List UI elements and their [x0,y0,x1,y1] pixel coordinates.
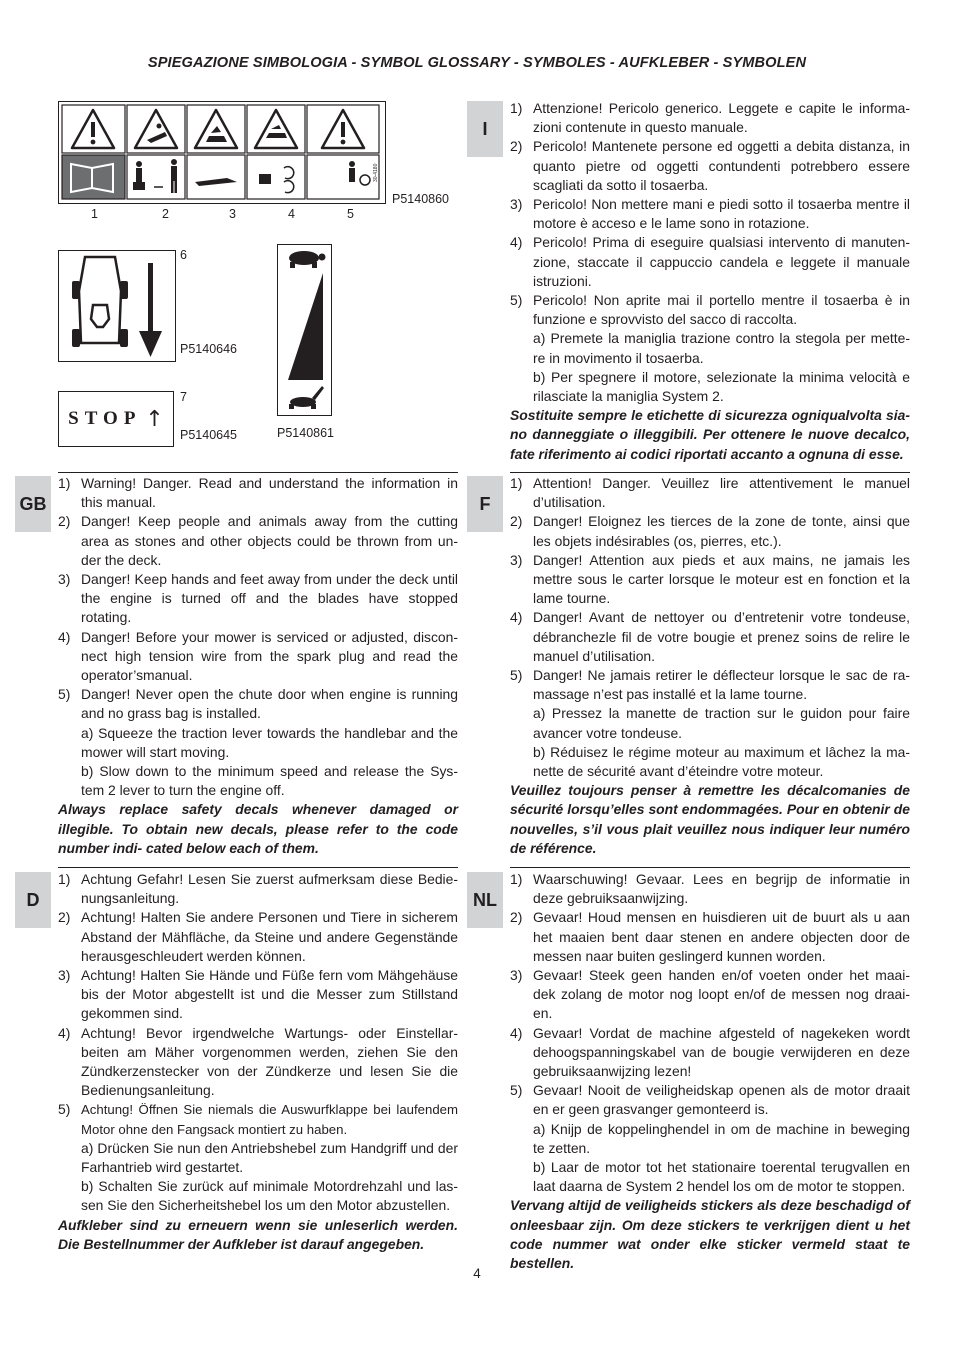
divider [510,867,910,868]
sub-item: a) Premete la maniglia trazione contro la stegola per mette- re in movimento il tosaerba. [533,330,910,366]
strip-code: P5140860 [392,192,450,206]
language-tag-f: F [467,476,503,532]
sub-item: b) Per spegnere il motore, selezionate la minima velocità e rilasciate la maniglia System 2. [533,368,910,405]
list-item: 2) Danger! Keep people and animals away from the cutting area as stones and other objects could be thrown from un- der the deck. [58,513,458,568]
list-item: 4) Danger! Before your mower is serviced or adjusted, discon- nect high tension wire from the spark plug and read the operator’smanual. [58,628,458,684]
list-item: 2) Pericolo! Mantenete persone ed oggetti a debita distanza, in quanto pietre od oggetti contundenti potrebbero essere scagliati da sotto il tosaerba. [510,138,910,193]
sub-item: a) Drücken Sie nun den Antriebshebel zum Handgriff und der Farhantrieb wird gestartet. [81,1139,458,1176]
section-french [510,474,910,858]
speed-icons [278,245,330,414]
speed-decal [277,244,332,416]
stop-label: STOP [68,408,142,429]
list-item: 1) Achtung Gefahr! Lesen Sie zuerst aufmerksam diese Bedie- nungsanleitung. [58,871,458,907]
divider [510,472,910,473]
strip-number-5: 5 [347,207,354,221]
list-item: 4) Pericolo! Prima di eseguire qualsiasi intervento di manuten- zione, staccate il cappuccio candela e leggete il manuale istruzioni. [510,234,910,289]
divider [58,867,458,868]
sub-item: b) Laar de motor tot het stationaire toerental terugvallen en laat daarna de System 2 hendel los om de motor te stoppen. [533,1159,910,1195]
language-tag-nl: NL [467,872,503,928]
sub-item: b) Slow down to the minimum speed and release the Sys- tem 2 lever to turn the engine off. [81,763,458,799]
list-item: 3) Danger! Attention aux pieds et aux mains, ne jamais les mettre sous le carter lorsque le moteur est en fonction et la lame tourne. [510,551,910,607]
strip-number-4: 4 [288,207,295,221]
safety-note: Vervang altijd de veiligheids stickers als deze beschadigd of onleesbaar zijn. Om deze stickers te verkrijgen dient u het code nummer wat onder elke sticker vermeld staat te bestellen. [510,1197,910,1272]
strip-number-2: 2 [162,207,169,221]
safety-note: Aufkleber sind zu erneuern wenn sie unleserlich werden. Die Bestellnummer der Aufkleber ist darauf angegeben. [58,1216,458,1252]
section-dutch [510,870,910,1273]
list-item: 2) Danger! Eloignez les tierces de la zone de tonte, ainsi que les objets indésirables (os, pierres, etc.). [510,513,910,549]
divider [58,472,458,473]
stop-decal [58,391,174,447]
list-item: 5) Pericolo! Non aprite mai il portello mentre il tosaerba è in funzione e sprovvisto del sacco di raccolta. [510,292,910,328]
fig6-code: P5140646 [180,342,238,356]
strip-number-1: 1 [91,207,98,221]
list-item: 1) Waarschuwing! Gevaar. Lees en begrijp de informatie in deze gebruiksaanwijzing. [510,871,910,907]
section-german [58,870,458,1254]
page-title: SPIEGAZIONE SIMBOLOGIA - SYMBOL GLOSSARY - SYMBOLES - AUFKLEBER - SYMBOLEN [147,55,807,71]
list-item: 3) Achtung! Halten Sie Hände und Füße fern vom Mähgehäuse bis der Motor abgestellt ist und die Messer zum Stillstand gekommen sind. [58,967,458,1022]
list-item: 3) Danger! Keep hands and feet away from under the deck until the engine is turned off and the blades have stopped rotating. [58,571,458,626]
list-item: 2) Gevaar! Houd mensen en huisdieren uit de buurt als u aan het maaien bent daar stenen en andere objecten door de messen naar buiten geslingerd kunnen worden. [510,909,910,964]
sub-item: a) Knijp de koppelinghendel in om de machine in beweging te zetten. [533,1120,910,1156]
list-item: 4) Gevaar! Vordat de machine afgesteld of nagekeken wordt dehoogspanningskabel van de bougie verwijderen en deze gebruiksaanwijzing lezen! [510,1024,910,1080]
list-item: 5) Danger! Ne jamais retirer le déflecteur lorsque le sac de ra- massage n’est pas installé et la lame tourne. [510,667,910,703]
list-item: 1) Attention! Danger. Veuillez lire attentivement le manuel d’utilisation. [510,475,910,511]
list-item: 4) Danger! Avant de nettoyer ou d’entretenir votre tondeuse, débranchezle fil de votre bougie et prenez soins de relire le manuel d’utilisation. [510,609,910,664]
language-tag-i: I [467,101,503,157]
safety-note: Sostituite sempre le etichette di sicurezza ogniqualvolta sia- no danneggiate o illeggibili. Per ottenere le nuove decalco, fate riferimento ai codici riportati accanto a ognuna di esse. [510,407,910,462]
fig6-number: 6 [180,248,187,262]
fig7-number: 7 [180,390,187,404]
list-item: 5) Gevaar! Nooit de veiligheidskap openen als de motor draait en er geen grasvanger gemonteerd is. [510,1082,910,1118]
decal-strip-icons [59,102,384,202]
safety-note: Always replace safety decals whenever damaged or illegible. To obtain new decals, please refer to the code number indi- cated below each of them. [58,801,458,856]
sub-item: a) Squeeze the traction lever towards the handlebar and the mower will start moving. [81,724,458,760]
section-english [58,474,458,858]
speed-wedge [288,273,323,380]
speed-code: P5140861 [277,426,335,440]
list-item: 3) Gevaar! Steek geen handen en/of voeten onder het maai- dek zolang de motor nog loopt en/of de messen nog draai- en. [510,967,910,1022]
list-item: 5) Danger! Never open the chute door when engine is running and no grass bag is installed. [58,686,458,722]
strip-number-3: 3 [229,207,236,221]
list-item: 4) Achtung! Bevor irgendwelche Wartungs- oder Einstellar- beiten am Mäher vorgenommen werden, ziehen Sie den Zündkerzenstecker von der Zündkerze und lesen Sie die Bedienungsanleitung. [58,1024,458,1099]
page-number: 4 [473,1266,481,1281]
strip-small-code: 30-4180 [373,163,379,182]
safety-note: Veuillez toujours penser à remettre les décalcomanies de sécurité lorsqu’elles sont endommagées. Pour en obtenir de nouvelles, s’il vous plait veuillez nous indiquer leur numéro de référence. [510,782,910,856]
list-item: 3) Pericolo! Non mettere mani e piedi sotto il tosaerba mentre il motore è acceso e le lame sono in rotazione. [510,196,910,232]
list-item: 1) Attenzione! Pericolo generico. Leggete e capite le informa- zioni contenute in questo manuale. [510,100,910,136]
sub-item: a) Pressez la manette de traction sur le guidon pour faire avancer votre tondeuse. [533,705,910,741]
language-tag-gb: GB [15,476,51,532]
sub-item: b) Schalten Sie zurück auf minimale Motordrehzahl und las- sen Sie den Sicherheitshebel los um den Motor abzustellen. [81,1178,458,1214]
sub-item: b) Réduisez le régime moteur au maximum et lâchez la ma- nette de sécurité avant d’éteindre votre moteur. [533,743,910,780]
mower-direction-decal [58,250,176,362]
list-item: 2) Achtung! Halten Sie andere Personen und Tiere in sicherem Abstand der Mähfläche, da Steine und andere Gegenstände herausgeschleudert werden können. [58,909,458,964]
language-tag-d: D [15,872,51,928]
up-arrow-icon: ↑ [145,406,164,432]
fig7-code: P5140645 [180,428,238,442]
list-item: 1) Warning! Danger. Read and understand the information in this manual. [58,475,458,511]
mower-arrow-icon [59,251,174,360]
section-italian [510,99,910,464]
safety-decal-strip [58,101,386,204]
list-item: 5) Achtung! Öffnen Sie niemals die Auswurfklappe bei laufendem Motor ohne den Fangsack montiert zu haben. [58,1101,458,1137]
